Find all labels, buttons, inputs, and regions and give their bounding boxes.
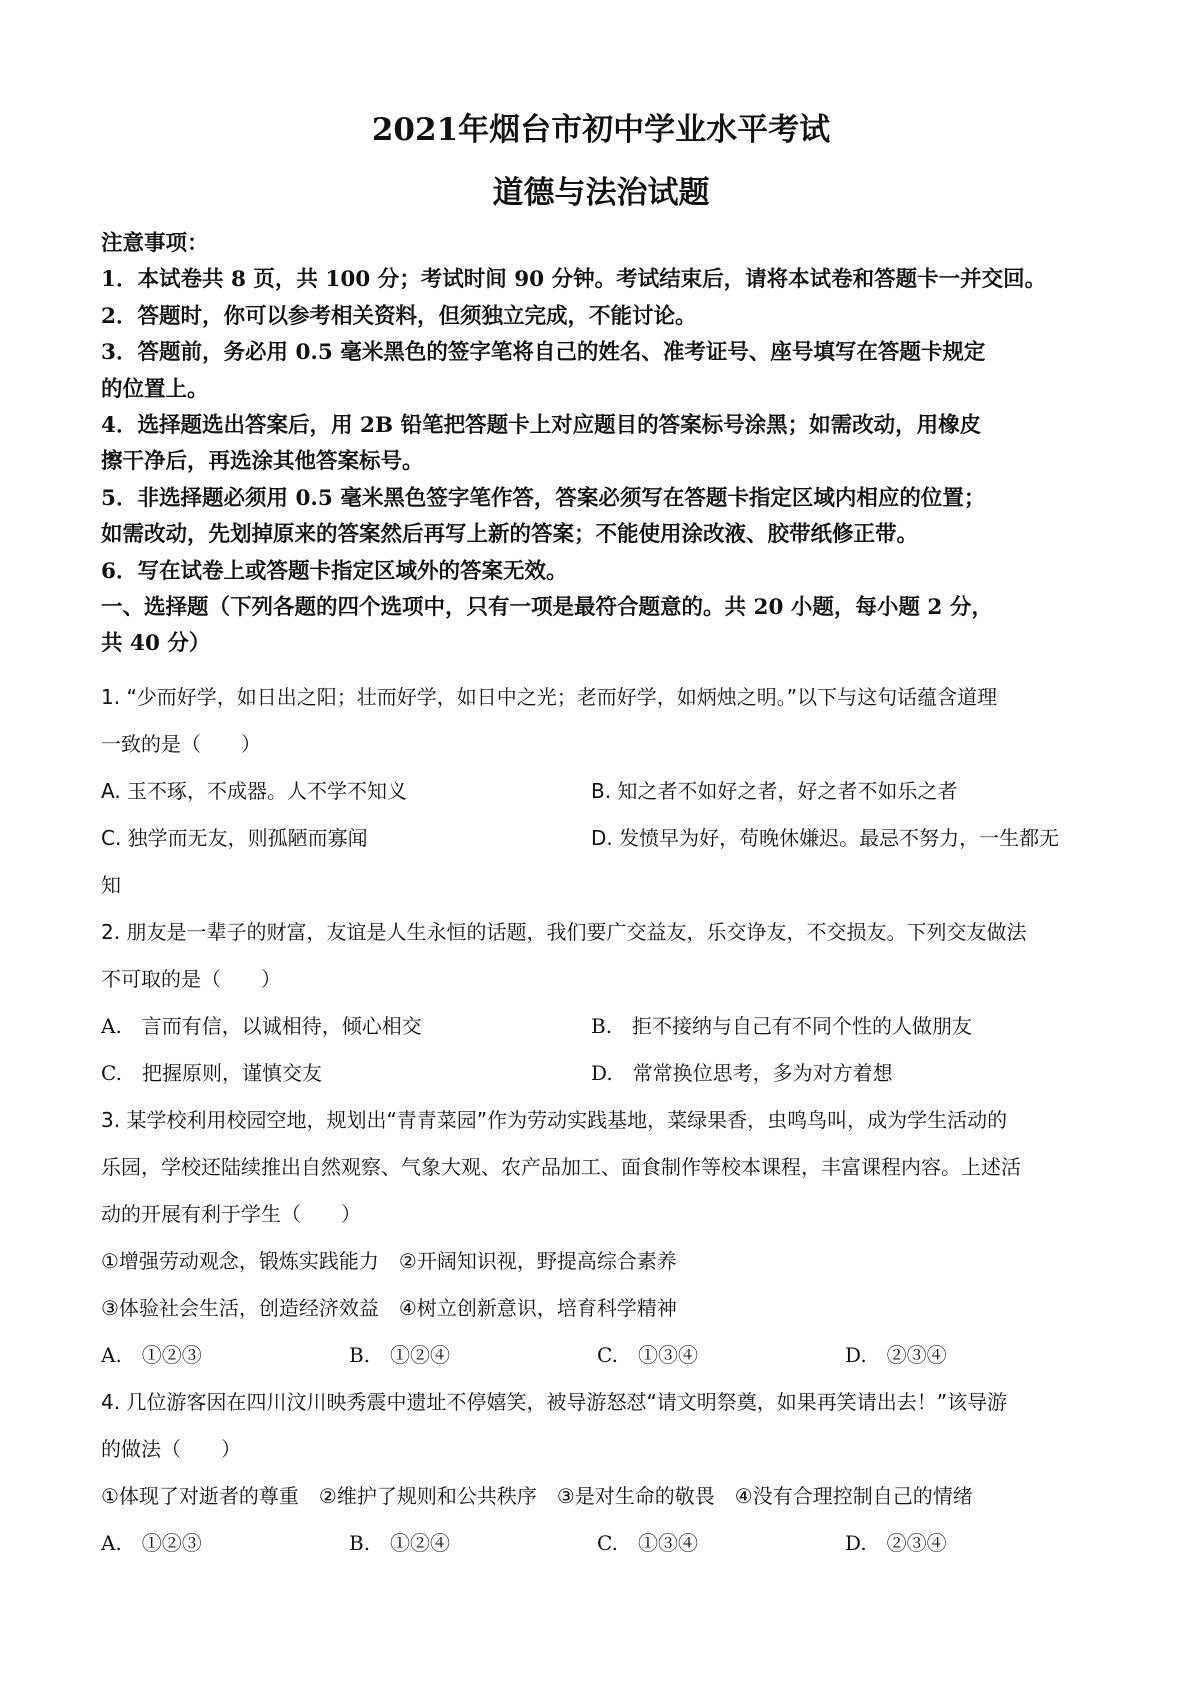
question-3-stem: 3. 某学校利用校园空地，规划出“青青菜园”作为劳动实践基地，菜绿果香，虫鸣鸟叫，成为学生活动的 <box>101 1108 1008 1132</box>
section-title-cont: 共 40 分） <box>101 631 211 657</box>
question-1-stem: 1. “少而好学，如日出之阳；壮而好学，如日中之光；老而好学，如炳烛之明。”以下与这句话蕴含道理 <box>101 685 998 709</box>
question-2-option-a: A. 言而有信，以诚相待，倾心相交 <box>101 1014 422 1038</box>
question-2-stem: 2. 朋友是一辈子的财富，友谊是人生永恒的话题，我们要广交益友，乐交诤友，不交损友。下列交友做法 <box>101 920 1027 944</box>
notice-line: 4．选择题选出答案后，用 2B 铅笔把答题卡上对应题目的答案标号涂黑；如需改动，用橡皮 <box>101 413 982 439</box>
question-1-option-a: A. 玉不琢，不成器。人不学不知义 <box>101 779 408 803</box>
question-2-option-c: C. 把握原则，谨慎交友 <box>101 1061 322 1085</box>
question-2-option-d: D. 常常换位思考，多为对方着想 <box>591 1061 893 1085</box>
question-1-stem-cont: 一致的是（ ） <box>101 732 261 756</box>
notice-heading: 注意事项： <box>101 231 209 256</box>
question-2-option-b: B. 拒不接纳与自己有不同个性的人做朋友 <box>591 1014 973 1038</box>
question-2-options-row <box>101 1003 1101 1050</box>
notice-line: 如需改动，先划掉原来的答案然后再写上新的答案；不能使用涂改液、胶带纸修正带。 <box>101 522 919 548</box>
question-4-options-row <box>101 1520 1101 1567</box>
exam-title: 2021年烟台市初中学业水平考试 <box>371 112 831 148</box>
question-4-option-b: B. ①②④ <box>349 1531 451 1555</box>
notice-line: 5．非选择题必须用 0.5 毫米黑色签字笔作答，答案必须写在答题卡指定区域内相应的位置； <box>101 485 986 511</box>
question-1-option-d: D. 发愤早为好，苟晚休嫌迟。最忌不努力，一生都无 <box>591 826 1060 850</box>
notice-line: 2．答题时，你可以参考相关资料，但须独立完成，不能讨论。 <box>101 303 697 329</box>
question-3-stem-cont: 动的开展有利于学生（ ） <box>101 1202 361 1226</box>
question-2-options-row <box>101 1050 1101 1097</box>
notice-line: 的位置上。 <box>101 376 209 402</box>
question-1-options-row <box>101 768 1101 815</box>
notice-line: 擦干净后，再选涂其他答案标号。 <box>101 449 424 475</box>
question-4-option-a: A. ①②③ <box>101 1531 202 1555</box>
notice-line: 1．本试卷共 8 页，共 100 分；考试时间 90 分钟。考试结束后，请将本试卷和答题卡一并交回。 <box>101 267 1047 293</box>
section-title: 一、选择题（下列各题的四个选项中，只有一项是最符合题意的。共 20 小题，每小题 2 分， <box>101 595 993 621</box>
notice-section <box>101 226 1101 663</box>
question-3-statements: ①增强劳动观念，锻炼实践能力 ②开阔知识视，野提高综合素养 <box>101 1249 677 1273</box>
question-1-option-b: B. 知之者不如好之者，好之者不如乐之者 <box>591 779 958 803</box>
question-4-statements: ①体现了对逝者的尊重 ②维护了规则和公共秩序 ③是对生命的敬畏 ④没有合理控制自己的情绪 <box>101 1484 973 1508</box>
question-4-option-d: D. ②③④ <box>845 1531 947 1555</box>
question-3-option-c: C. ①③④ <box>597 1343 698 1367</box>
question-3-stem-cont: 乐园，学校还陆续推出自然观察、气象大观、农产品加工、面食制作等校本课程，丰富课程内容。上述活 <box>101 1155 1021 1179</box>
question-2-stem-cont: 不可取的是（ ） <box>101 967 281 991</box>
question-1-option-d-cont: 知 <box>101 873 121 897</box>
question-4-option-c: C. ①③④ <box>597 1531 698 1555</box>
questions-section <box>101 674 1101 1567</box>
question-1-options-row <box>101 815 1101 862</box>
question-3-statements: ③体验社会生活，创造经济效益 ④树立创新意识，培育科学精神 <box>101 1296 677 1320</box>
question-4-stem: 4. 几位游客因在四川汶川映秀震中遗址不停嬉笑，被导游怒怼“请文明祭奠，如果再笑请出去！”该导游 <box>101 1390 1008 1414</box>
exam-subtitle: 道德与法治试题 <box>492 175 710 211</box>
question-4-stem-cont: 的做法（ ） <box>101 1437 241 1461</box>
question-3-option-a: A. ①②③ <box>101 1343 202 1367</box>
question-3-option-d: D. ②③④ <box>845 1343 947 1367</box>
notice-line: 3．答题前，务必用 0.5 毫米黑色的签字笔将自己的姓名、准考证号、座号填写在答题卡规定 <box>101 340 986 366</box>
question-1-option-c: C. 独学而无友，则孤陋而寡闻 <box>101 826 368 850</box>
question-3-options-row <box>101 1332 1101 1379</box>
question-3-option-b: B. ①②④ <box>349 1343 451 1367</box>
notice-line: 6．写在试卷上或答题卡指定区域外的答案无效。 <box>101 558 568 584</box>
